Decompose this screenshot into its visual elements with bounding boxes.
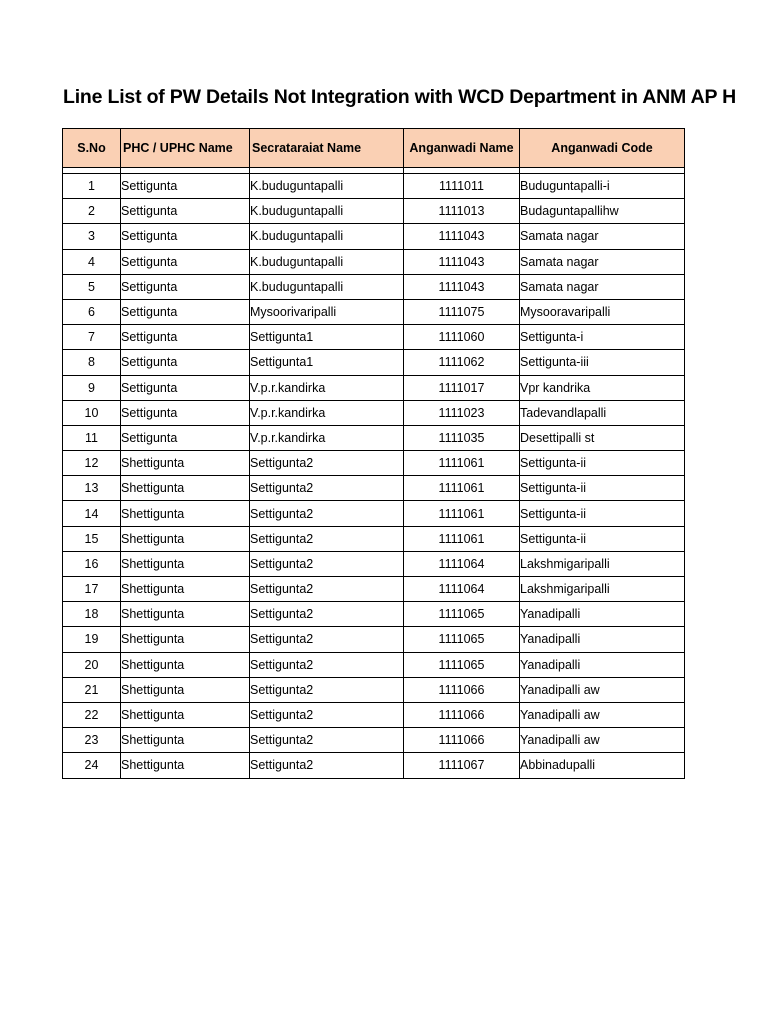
cell-phc-name: Settigunta (121, 375, 250, 400)
cell-phc-name: Shettigunta (121, 728, 250, 753)
cell-anganwadi-code: Yanadipalli aw (520, 728, 685, 753)
cell-phc-name: Shettigunta (121, 577, 250, 602)
cell-secretariat-name: Settigunta1 (250, 325, 404, 350)
cell-secretariat-name: Settigunta2 (250, 702, 404, 727)
cell-sno: 18 (63, 602, 121, 627)
cell-phc-name: Shettigunta (121, 476, 250, 501)
cell-anganwadi-name: 1111065 (404, 602, 520, 627)
cell-anganwadi-name: 1111043 (404, 249, 520, 274)
column-header-phc-name: PHC / UPHC Name (121, 129, 250, 168)
cell-secretariat-name: Settigunta2 (250, 602, 404, 627)
column-header-sno: S.No (63, 129, 121, 168)
table-row (63, 602, 685, 627)
cell-phc-name: Shettigunta (121, 551, 250, 576)
cell-anganwadi-name: 1111043 (404, 274, 520, 299)
cell-sno: 6 (63, 299, 121, 324)
cell-secretariat-name: V.p.r.kandirka (250, 400, 404, 425)
table-row (63, 325, 685, 350)
table-row (63, 652, 685, 677)
cell-phc-name: Settigunta (121, 249, 250, 274)
table-row (63, 174, 685, 199)
cell-sno: 15 (63, 526, 121, 551)
cell-anganwadi-name: 1111064 (404, 551, 520, 576)
cell-secretariat-name: Mysoorivaripalli (250, 299, 404, 324)
cell-anganwadi-name: 1111066 (404, 702, 520, 727)
page-title: Line List of PW Details Not Integration with WCD Department in ANM AP H (63, 86, 737, 108)
cell-secretariat-name: Settigunta2 (250, 577, 404, 602)
cell-secretariat-name: K.buduguntapalli (250, 224, 404, 249)
cell-secretariat-name: V.p.r.kandirka (250, 375, 404, 400)
table-row (63, 274, 685, 299)
cell-sno: 2 (63, 199, 121, 224)
table-row (63, 249, 685, 274)
cell-phc-name: Settigunta (121, 400, 250, 425)
cell-phc-name: Settigunta (121, 425, 250, 450)
cell-anganwadi-code: Budaguntapallihw (520, 199, 685, 224)
cell-anganwadi-name: 1111062 (404, 350, 520, 375)
column-header-anganwadi-code: Anganwadi Code (520, 129, 685, 168)
cell-sno: 17 (63, 577, 121, 602)
cell-phc-name: Shettigunta (121, 627, 250, 652)
cell-anganwadi-code: Yanadipalli aw (520, 677, 685, 702)
cell-anganwadi-name: 1111066 (404, 728, 520, 753)
cell-anganwadi-code: Yanadipalli (520, 627, 685, 652)
cell-anganwadi-name: 1111035 (404, 425, 520, 450)
cell-anganwadi-code: Settigunta-iii (520, 350, 685, 375)
table-row (63, 425, 685, 450)
cell-anganwadi-code: Samata nagar (520, 274, 685, 299)
cell-anganwadi-name: 1111065 (404, 627, 520, 652)
cell-secretariat-name: Settigunta2 (250, 476, 404, 501)
cell-phc-name: Settigunta (121, 325, 250, 350)
cell-secretariat-name: K.buduguntapalli (250, 174, 404, 199)
cell-secretariat-name: Settigunta2 (250, 677, 404, 702)
pw-line-list-table (62, 128, 685, 779)
cell-anganwadi-name: 1111066 (404, 677, 520, 702)
cell-secretariat-name: Settigunta2 (250, 526, 404, 551)
table-row (63, 400, 685, 425)
cell-anganwadi-name: 1111061 (404, 451, 520, 476)
cell-secretariat-name: Settigunta2 (250, 753, 404, 778)
cell-anganwadi-name: 1111011 (404, 174, 520, 199)
cell-sno: 3 (63, 224, 121, 249)
cell-secretariat-name: Settigunta2 (250, 728, 404, 753)
cell-anganwadi-name: 1111075 (404, 299, 520, 324)
column-header-anganwadi-name: Anganwadi Name (404, 129, 520, 168)
cell-secretariat-name: Settigunta2 (250, 652, 404, 677)
cell-sno: 20 (63, 652, 121, 677)
cell-anganwadi-code: Yanadipalli (520, 652, 685, 677)
cell-secretariat-name: K.buduguntapalli (250, 274, 404, 299)
cell-phc-name: Shettigunta (121, 652, 250, 677)
cell-anganwadi-name: 1111065 (404, 652, 520, 677)
cell-anganwadi-name: 1111060 (404, 325, 520, 350)
cell-anganwadi-name: 1111061 (404, 526, 520, 551)
table-row (63, 476, 685, 501)
cell-phc-name: Shettigunta (121, 451, 250, 476)
cell-sno: 5 (63, 274, 121, 299)
cell-phc-name: Settigunta (121, 274, 250, 299)
table-row (63, 375, 685, 400)
table-row (63, 451, 685, 476)
cell-sno: 1 (63, 174, 121, 199)
cell-anganwadi-code: Settigunta-ii (520, 451, 685, 476)
cell-sno: 24 (63, 753, 121, 778)
cell-anganwadi-name: 1111013 (404, 199, 520, 224)
table-row (63, 753, 685, 778)
cell-phc-name: Shettigunta (121, 677, 250, 702)
cell-sno: 22 (63, 702, 121, 727)
cell-secretariat-name: Settigunta2 (250, 551, 404, 576)
cell-phc-name: Shettigunta (121, 753, 250, 778)
cell-anganwadi-code: Vpr kandrika (520, 375, 685, 400)
cell-sno: 11 (63, 425, 121, 450)
cell-secretariat-name: K.buduguntapalli (250, 249, 404, 274)
cell-secretariat-name: K.buduguntapalli (250, 199, 404, 224)
cell-sno: 21 (63, 677, 121, 702)
table-body (63, 168, 685, 779)
cell-anganwadi-code: Abbinadupalli (520, 753, 685, 778)
cell-sno: 19 (63, 627, 121, 652)
table-row (63, 526, 685, 551)
cell-sno: 7 (63, 325, 121, 350)
table-row (63, 199, 685, 224)
cell-phc-name: Shettigunta (121, 702, 250, 727)
table-row (63, 299, 685, 324)
cell-sno: 12 (63, 451, 121, 476)
cell-anganwadi-code: Lakshmigaripalli (520, 577, 685, 602)
cell-anganwadi-name: 1111023 (404, 400, 520, 425)
cell-secretariat-name: V.p.r.kandirka (250, 425, 404, 450)
cell-anganwadi-code: Settigunta-ii (520, 526, 685, 551)
cell-anganwadi-code: Buduguntapalli-i (520, 174, 685, 199)
cell-anganwadi-name: 1111064 (404, 577, 520, 602)
cell-anganwadi-name: 1111017 (404, 375, 520, 400)
column-header-secretariat-name: Secrataraiat Name (250, 129, 404, 168)
cell-phc-name: Shettigunta (121, 602, 250, 627)
cell-secretariat-name: Settigunta2 (250, 451, 404, 476)
cell-phc-name: Settigunta (121, 199, 250, 224)
table-row (63, 577, 685, 602)
cell-sno: 23 (63, 728, 121, 753)
cell-anganwadi-code: Yanadipalli aw (520, 702, 685, 727)
table-row (63, 627, 685, 652)
cell-sno: 13 (63, 476, 121, 501)
cell-anganwadi-name: 1111043 (404, 224, 520, 249)
cell-anganwadi-code: Settigunta-i (520, 325, 685, 350)
cell-secretariat-name: Settigunta2 (250, 627, 404, 652)
table-row (63, 350, 685, 375)
cell-sno: 4 (63, 249, 121, 274)
cell-phc-name: Settigunta (121, 299, 250, 324)
table-row (63, 702, 685, 727)
cell-anganwadi-code: Tadevandlapalli (520, 400, 685, 425)
cell-sno: 9 (63, 375, 121, 400)
cell-phc-name: Shettigunta (121, 501, 250, 526)
cell-anganwadi-code: Settigunta-ii (520, 501, 685, 526)
cell-anganwadi-code: Samata nagar (520, 224, 685, 249)
cell-anganwadi-name: 1111061 (404, 476, 520, 501)
table-row (63, 224, 685, 249)
table-row (63, 677, 685, 702)
cell-sno: 8 (63, 350, 121, 375)
cell-phc-name: Settigunta (121, 350, 250, 375)
cell-anganwadi-code: Settigunta-ii (520, 476, 685, 501)
cell-anganwadi-name: 1111067 (404, 753, 520, 778)
cell-anganwadi-code: Mysooravaripalli (520, 299, 685, 324)
cell-anganwadi-code: Desettipalli st (520, 425, 685, 450)
table-header-row (63, 129, 685, 168)
cell-secretariat-name: Settigunta2 (250, 501, 404, 526)
cell-anganwadi-code: Yanadipalli (520, 602, 685, 627)
cell-phc-name: Settigunta (121, 224, 250, 249)
cell-phc-name: Settigunta (121, 174, 250, 199)
cell-secretariat-name: Settigunta1 (250, 350, 404, 375)
table-row (63, 551, 685, 576)
table-row (63, 501, 685, 526)
cell-sno: 16 (63, 551, 121, 576)
cell-phc-name: Shettigunta (121, 526, 250, 551)
cell-anganwadi-code: Lakshmigaripalli (520, 551, 685, 576)
table-row (63, 728, 685, 753)
cell-sno: 10 (63, 400, 121, 425)
cell-anganwadi-name: 1111061 (404, 501, 520, 526)
cell-sno: 14 (63, 501, 121, 526)
cell-anganwadi-code: Samata nagar (520, 249, 685, 274)
